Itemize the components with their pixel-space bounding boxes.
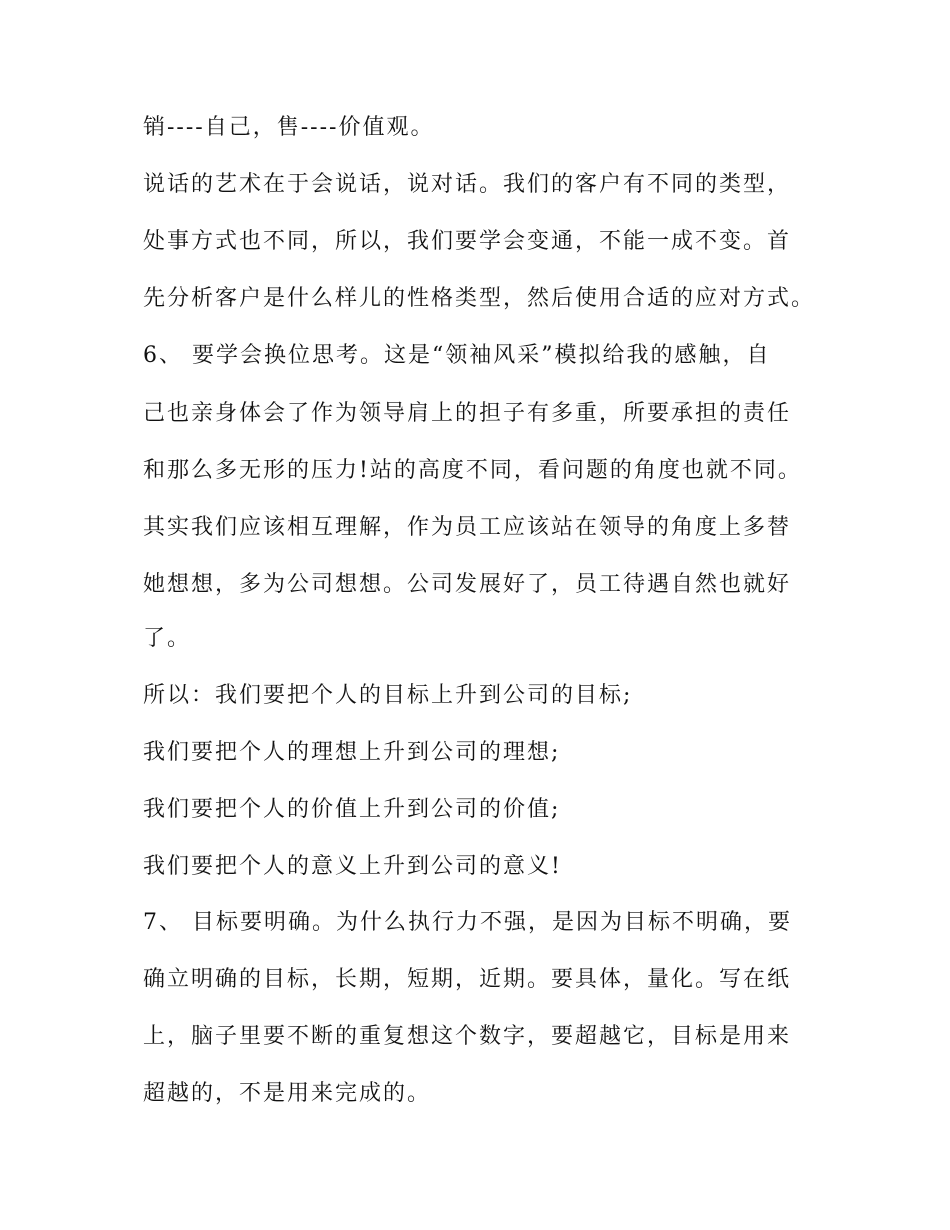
text-line: 处事方式也不同，所以，我们要学会变通，不能一成不变。首 <box>143 229 792 254</box>
text-line: 说话的艺术在于会说话，说对话。我们的客户有不同的类型， <box>143 172 792 197</box>
text-line: 超越的，不是用来完成的。 <box>143 1081 432 1106</box>
text-line: 确立明确的目标，长期，短期，近期。要具体，量化。写在纸 <box>143 967 792 992</box>
text-line: 她想想，多为公司想想。公司发展好了，员工待遇自然也就好 <box>143 572 792 597</box>
text-line: 己也亲身体会了作为领导肩上的担子有多重，所要承担的责任 <box>143 401 792 426</box>
text-line: 和那么多无形的压力!站的高度不同，看问题的角度也就不同。 <box>143 458 802 483</box>
text-line: 7、 目标要明确。为什么执行力不强，是因为目标不明确，要 <box>143 910 792 935</box>
text-line: 我们要把个人的理想上升到公司的理想; <box>143 740 561 765</box>
text-line: 我们要把个人的价值上升到公司的价值; <box>143 797 561 822</box>
text-line: 其实我们应该相互理解，作为员工应该站在领导的角度上多替 <box>143 515 792 540</box>
text-line: 上，脑子里要不断的重复想这个数字，要超越它，目标是用来 <box>143 1024 792 1049</box>
text-line: 6、 要学会换位思考。这是“领袖风采”模拟给我的感触，自 <box>143 343 771 368</box>
text-line: 了。 <box>143 626 192 651</box>
text-line: 先分析客户是什么样儿的性格类型，然后使用合适的应对方式。 <box>143 286 816 311</box>
text-line: 我们要把个人的意义上升到公司的意义! <box>143 854 562 879</box>
text-line: 销----自己，售----价值观。 <box>143 115 435 140</box>
text-line: 所以：我们要把个人的目标上升到公司的目标; <box>143 683 633 708</box>
